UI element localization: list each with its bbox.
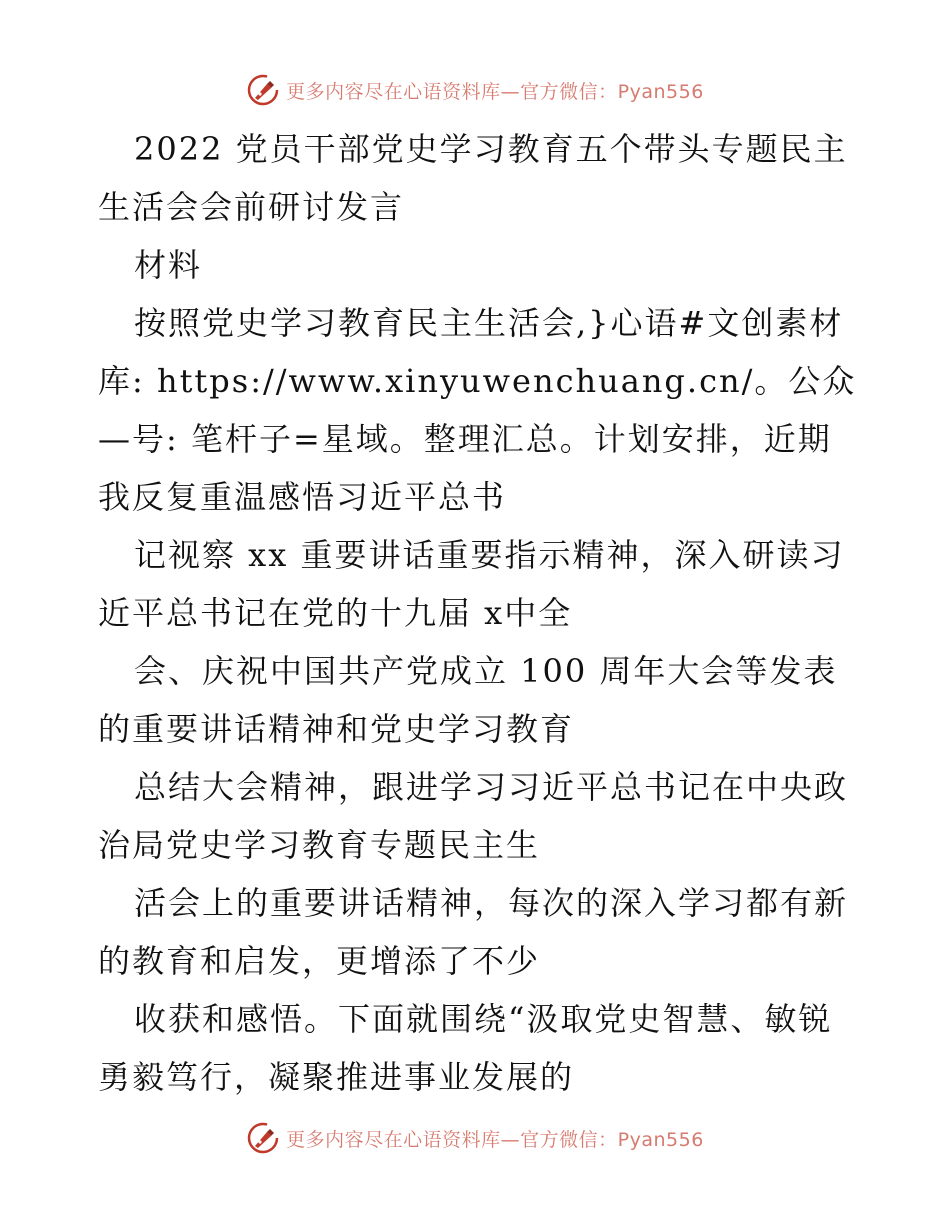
header-banner-text: 更多内容尽在心语资料库—官方微信：Pyan556 <box>286 80 704 103</box>
header-banner <box>0 68 950 112</box>
document-body <box>98 120 858 1106</box>
paragraph: 收获和感悟。下面就围绕“汲取党史智慧、敏锐勇毅笃行，凝聚推进事业发展的 <box>98 1000 833 1096</box>
footer-banner <box>0 1116 950 1160</box>
paragraph: 材料 <box>134 246 203 284</box>
paragraph: 按照党史学习教育民主生活会,}心语#文创素材库: https://www.xinyuwenchuang.cn/。公众—号: 笔杆子=星域。整理汇总。计划安排，近期我反复重温感悟习近平总书 <box>98 304 857 516</box>
paragraph: 记视察 xx 重要讲话重要指示精神，深入研读习近平总书记在党的十九届 x中全 <box>98 536 845 632</box>
pen-nib-logo-icon <box>246 1121 280 1155</box>
pen-nib-logo-icon <box>246 73 280 107</box>
footer-banner-text: 更多内容尽在心语资料库—官方微信：Pyan556 <box>286 1128 704 1151</box>
paragraph: 会、庆祝中国共产党成立 100 周年大会等发表的重要讲话精神和党史学习教育 <box>98 652 838 748</box>
document-title: 2022 党员干部党史学习教育五个带头专题民主生活会会前研讨发言 <box>98 130 848 226</box>
paragraph: 总结大会精神，跟进学习习近平总书记在中央政治局党史学习教育专题民主生 <box>98 768 849 864</box>
paragraph: 活会上的重要讲话精神，每次的深入学习都有新的教育和启发，更增添了不少 <box>98 884 849 980</box>
